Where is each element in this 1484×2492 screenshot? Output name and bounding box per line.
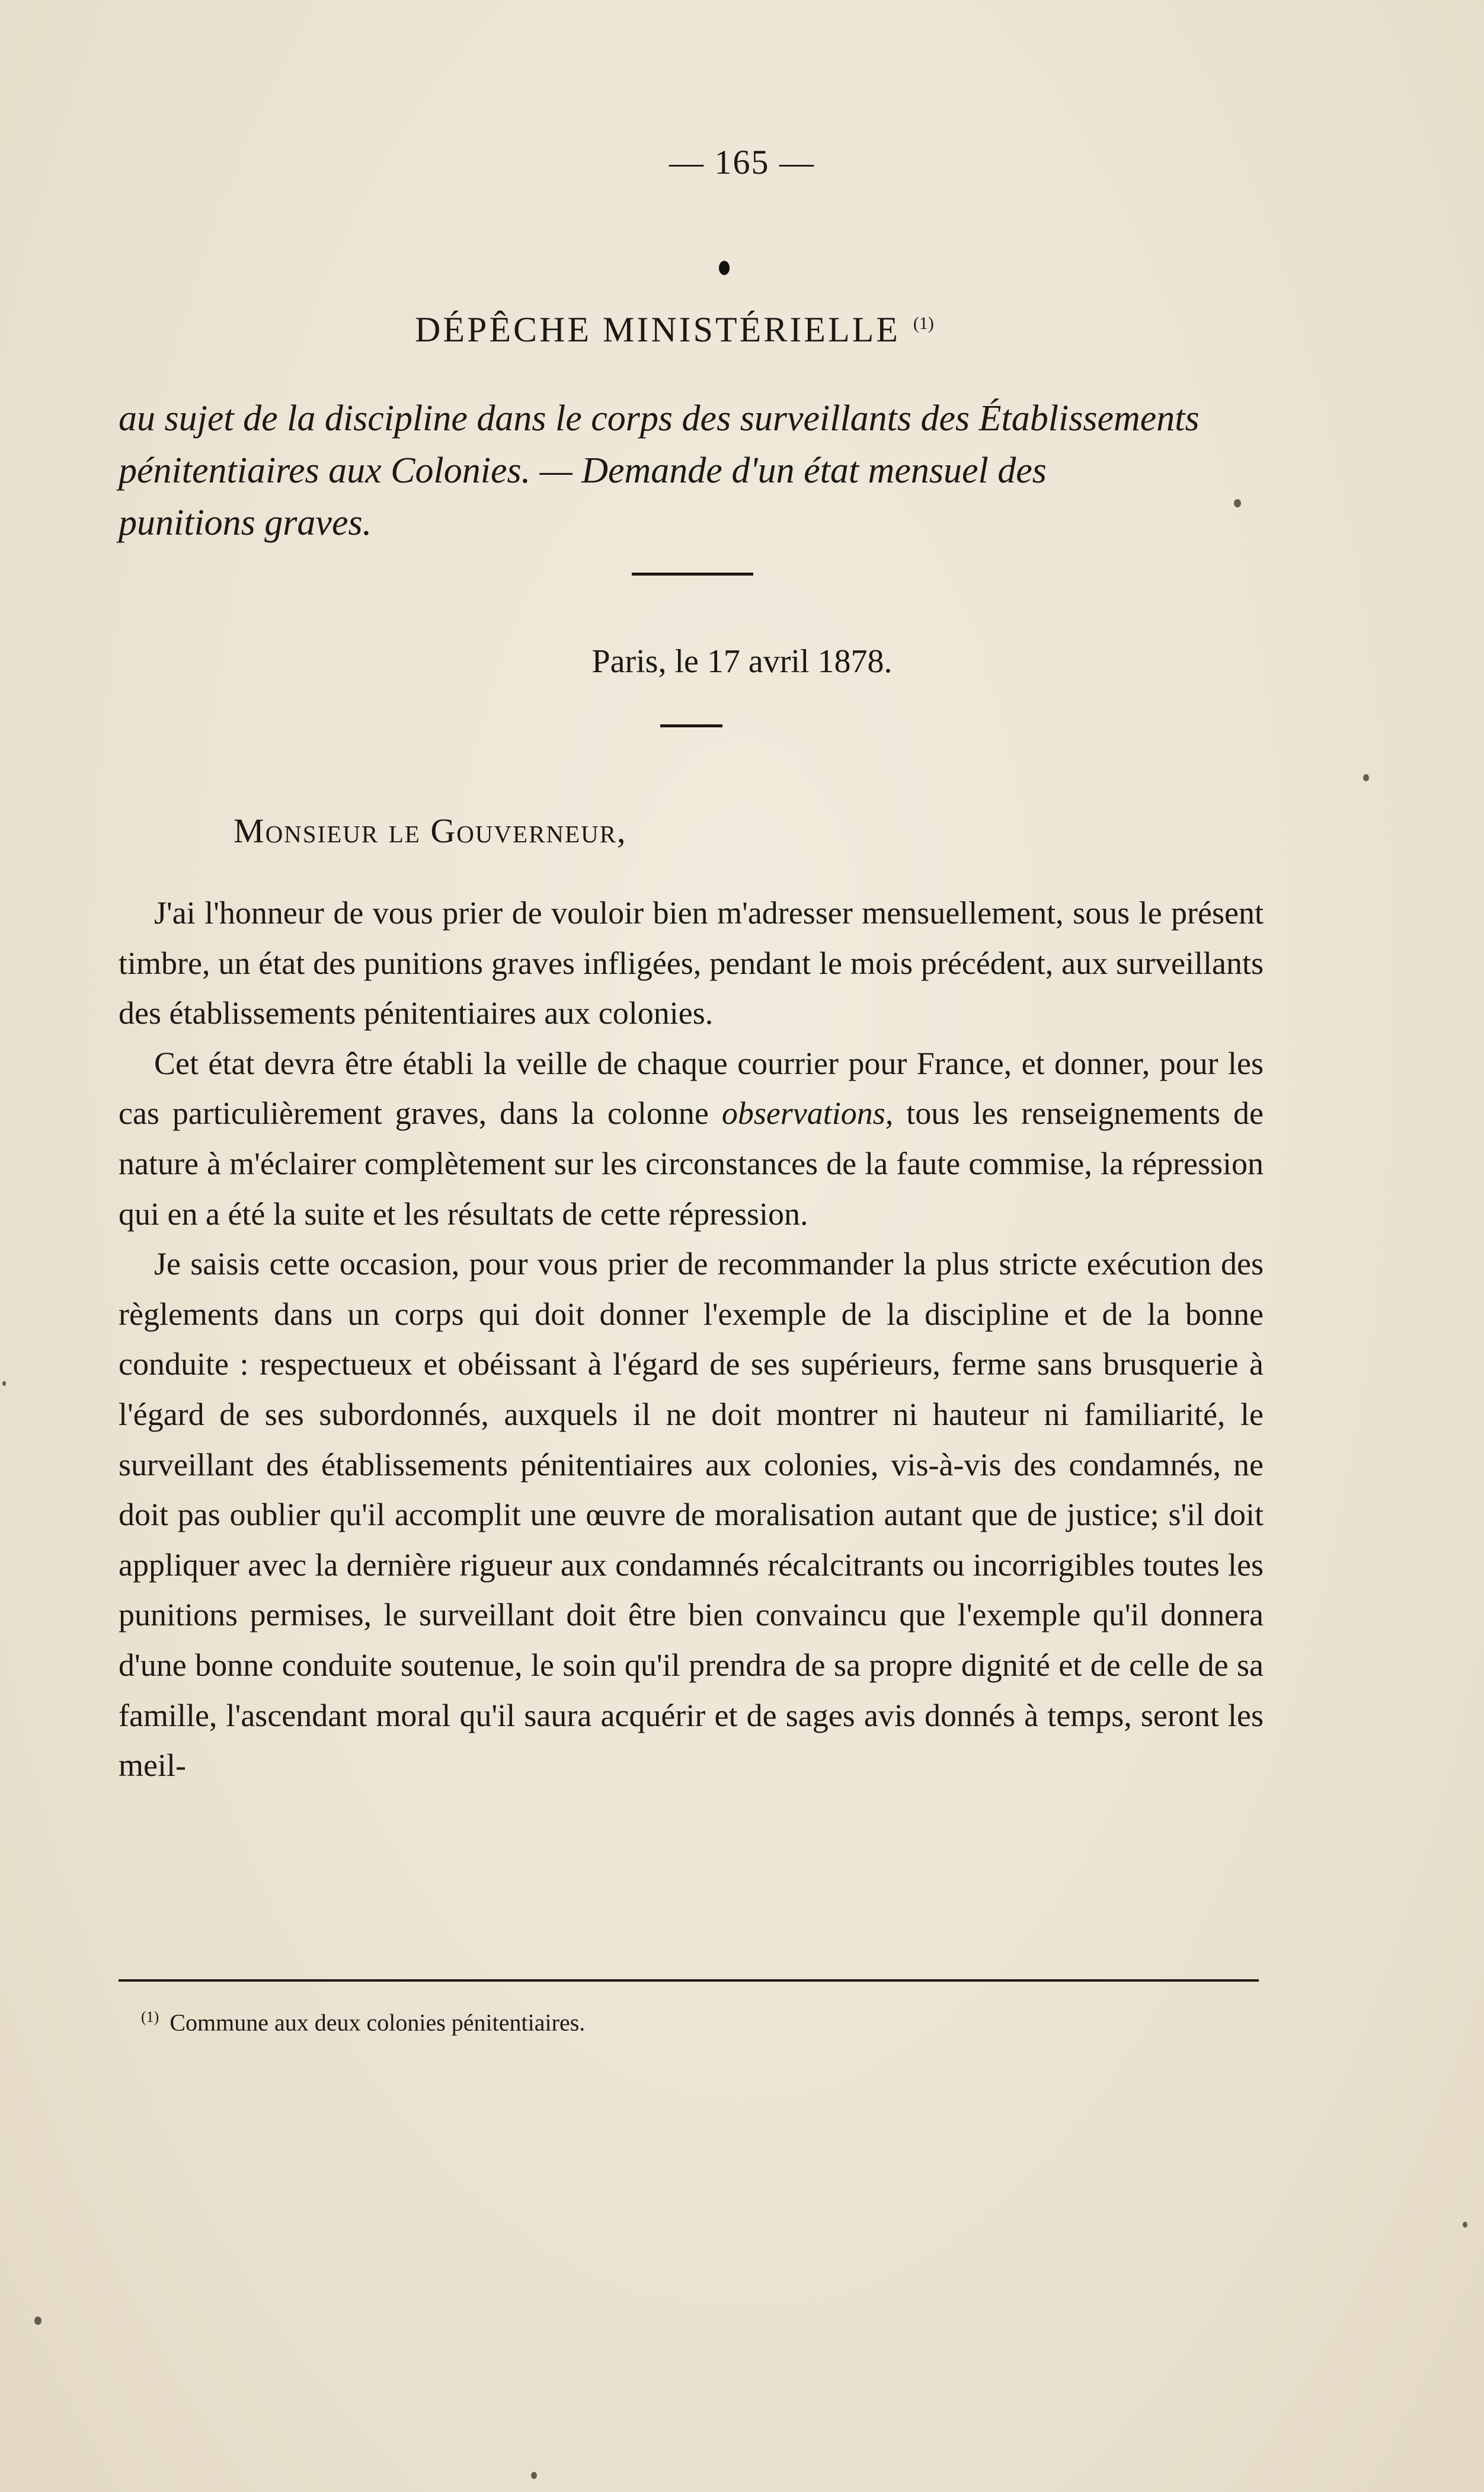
- paragraph: J'ai l'honneur de vous prier de vouloir bien m'adresser mensuellement, sous le présent timbre, un état des punitions graves infligées, pendant le mois précédent, aux surveillants des établissements pénitentiaires aux colonies.: [119, 895, 1264, 1031]
- date-divider: [660, 724, 722, 727]
- paper-speck: [1363, 774, 1369, 781]
- page-number: — 165 —: [669, 143, 815, 181]
- footnote-marker: (1): [141, 2008, 159, 2025]
- paragraph: [119, 1039, 1264, 1239]
- document-title: [415, 309, 934, 350]
- salutation: Monsieur le Gouverneur,: [234, 812, 627, 850]
- footnote: [141, 2008, 585, 2036]
- subtitle-line: au sujet de la discipline dans le corps des surveillants des Établissements: [119, 398, 1200, 439]
- document-title-text: DÉPÊCHE MINISTÉRIELLE: [415, 310, 900, 349]
- footnote-text: Commune aux deux colonies pénitentiaires.: [169, 2009, 586, 2036]
- title-divider: [632, 573, 753, 576]
- subtitle-line: punitions graves.: [119, 503, 372, 543]
- subtitle-line: pénitentiaires aux Colonies. — Demande d'un état mensuel des: [119, 451, 1047, 491]
- paragraph-text: tous les renseignements de nature à m'éclairer complètement sur les circonstances de la faute commise, la répression qui en a été la suite et les résultats de cette répression.: [119, 1095, 1264, 1232]
- footnote-divider: [119, 1979, 1259, 1982]
- ink-dot: [719, 261, 730, 275]
- paragraph-text: Cet état devra être établi la veille de chaque courrier pour France, et donner, pour les cas particulièrement graves, dans la colonne: [119, 1045, 1264, 1132]
- paper-speck: [1463, 2222, 1467, 2228]
- paper-speck: [531, 2472, 537, 2479]
- paragraph: Je saisis cette occasion, pour vous prier de recommander la plus stricte exécution des règlements dans un corps qui doit donner l'exemple de la discipline et de la bonne conduite : respectueux et obéissant à l'égard de ses supérieurs, ferme sans brusquerie à l'égard de ses subordonnés, auxquels il ne doit montrer ni hauteur ni familiarité, le surveillant des établissements pénitentiaires aux colonies, vis-à-vis des condamnés, ne doit pas oublier qu'il accomplit une œuvre de moralisation autant que de justice; s'il doit appliquer avec la dernière rigueur aux condamnés récalcitrants ou incorrigibles toutes les punitions permises, le surveillant doit être bien convaincu que l'exemple qu'il donnera d'une bonne conduite soutenue, le soin qu'il prendra de sa propre dignité et de celle de sa famille, l'ascendant moral qu'il saura acquérir et de sages avis donnés à temps, seront les meil-: [119, 1246, 1264, 1784]
- paper-speck: [1234, 499, 1241, 507]
- title-footnote-marker: (1): [913, 314, 934, 333]
- paper-speck: [2, 1381, 6, 1386]
- paragraph-emphasis: observations,: [721, 1095, 894, 1132]
- letter-body: [119, 888, 1264, 1791]
- document-subtitle: [119, 392, 1274, 549]
- paper-speck: [34, 2317, 41, 2325]
- dateline: Paris, le 17 avril 1878.: [591, 643, 893, 680]
